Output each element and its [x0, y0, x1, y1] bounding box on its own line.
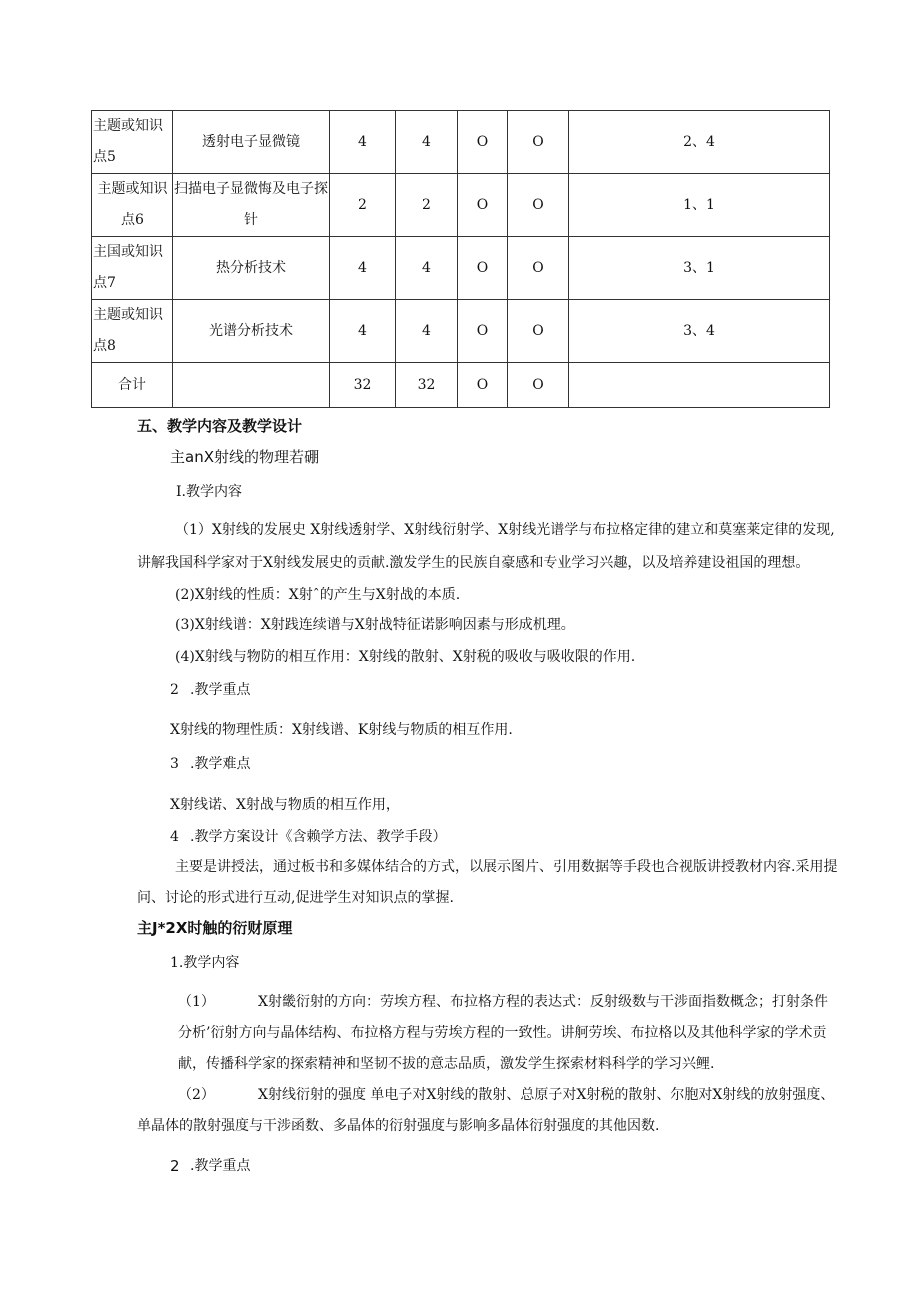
topic2-item-2: X射线衍射的强度 单电子对X射线的散射、总原子对X射税的散射、尔胞对X射线的放射强度、 — [258, 1087, 835, 1103]
lecture-hours-cell: 2 — [396, 174, 458, 237]
topic1-content-label: I.教学内容 — [176, 484, 242, 500]
objective-cell: 2、4 — [569, 111, 830, 174]
topic2-key-number: 2 — [170, 1157, 180, 1175]
lab-hours-cell: O — [458, 363, 508, 408]
topic1-key-text: X射线的物理性质：X射线谱、K射线与物质的相互作用. — [170, 722, 513, 738]
total-label-cell: 合计 — [92, 363, 173, 408]
topic1-difficulty-text: X射线诺、X射战与物质的相互作用， — [170, 797, 400, 813]
table-row-total — [92, 363, 830, 408]
other-hours-cell: O — [508, 111, 569, 174]
topic-cell: 主题或知识点5 — [92, 111, 173, 174]
section-heading: 五、教学内容及教学设计 — [137, 417, 303, 435]
topic1-key-number: 2 — [170, 682, 179, 698]
topic-name-cell — [173, 363, 330, 408]
objective-cell: 1、1 — [569, 174, 830, 237]
hours-cell: 2 — [330, 174, 396, 237]
other-hours-cell: O — [508, 174, 569, 237]
hours-cell: 4 — [330, 237, 396, 300]
lab-hours-cell: O — [458, 237, 508, 300]
topic1-item-2: (2)X射线的性质：X射ˆ的产生与X射战的本质. — [175, 587, 461, 603]
topic1-item-1: （1）X射线的发展史 X射线透射学、X射线衍射学、X射线光谱学与布拉格定律的建立和莫塞莱定律的发现, — [175, 522, 835, 538]
other-hours-cell: O — [508, 300, 569, 363]
lab-hours-cell: O — [458, 111, 508, 174]
topic1-title: 主anX射线的物理若硼 — [170, 448, 319, 466]
objective-cell — [569, 363, 830, 408]
hours-cell: 32 — [330, 363, 396, 408]
topic1-item-1-cont: 讲解我国科学家对于X射线发展史的贡献.激发学生的民族自豪感和专业学习兴趣，以及培养建设祖国的理想。 — [137, 555, 810, 571]
hours-cell: 4 — [330, 300, 396, 363]
other-hours-cell: O — [508, 363, 569, 408]
topic-cell: 主国或知识点7 — [92, 237, 173, 300]
topic1-key-label: .教学重点 — [190, 682, 251, 698]
lab-hours-cell: O — [458, 300, 508, 363]
topic1-item-4: (4)X射线与物防的相互作用：X射线的散射、X射税的吸收与吸收限的作用. — [175, 649, 636, 665]
topic2-item-2-cont: 单晶体的散射强度与干涉函数、多晶体的衍射强度与影响多晶体衍射强度的其他因数. — [137, 1118, 660, 1134]
lecture-hours-cell: 4 — [396, 111, 458, 174]
topic1-design-number: 4 — [170, 829, 179, 845]
topic2-item-1-cont: 分析’衍射方向与晶体结构、布拉格方程与劳埃方程的一致性。讲舸劳埃、布拉格以及其他科学家的学术贡 — [178, 1025, 827, 1041]
lecture-hours-cell: 4 — [396, 300, 458, 363]
topic2-item-1-number: （1） — [178, 994, 215, 1010]
topic1-design-label: .教学方案设计《含赖学方法、教学手段） — [190, 829, 447, 845]
topic1-design-text-cont: 问、讨论的形式进行互动,促进学生对知识点的掌握. — [137, 890, 454, 906]
other-hours-cell: O — [508, 237, 569, 300]
table-row — [92, 174, 830, 237]
topic2-content-label: 1.教学内容 — [170, 955, 240, 971]
table-row — [92, 111, 830, 174]
topic1-difficulty-number: 3 — [170, 756, 179, 772]
hours-cell: 4 — [330, 111, 396, 174]
table-row — [92, 237, 830, 300]
topic-name-cell: 扫描电子显微悔及电子探针 — [173, 174, 330, 237]
lecture-hours-cell: 32 — [396, 363, 458, 408]
topic1-design-text: 主要是讲授法，通过板书和多媒体结合的方式，以展示图片、引用数据等手段也合视版讲授教材内容.采用提 — [175, 859, 838, 875]
topic1-item-3: (3)X射线谱：X射践连续谱与X射战特征诺影响因素与形成机理。 — [175, 617, 575, 633]
topic-cell: 主题或知识点8 — [92, 300, 173, 363]
topic2-item-1-cont2: 献，传播科学家的探索精神和坚韧不拔的意志品质，激发学生探索材料科学的学习兴鲤. — [178, 1056, 715, 1072]
topic-name-cell: 光谱分析技术 — [173, 300, 330, 363]
objective-cell: 3、1 — [569, 237, 830, 300]
topic2-item-1: X射畿衍射的方向：劳埃方程、布拉格方程的表达式：反射级数与干涉面指数概念；打射条件 — [258, 994, 828, 1010]
topic-cell: 主题或知识点6 — [92, 174, 173, 237]
topic-name-cell: 热分析技术 — [173, 237, 330, 300]
topic1-difficulty-label: .教学难点 — [190, 756, 251, 772]
hours-table — [91, 110, 830, 408]
table-row — [92, 300, 830, 363]
topic2-key-label: .教学重点 — [190, 1158, 251, 1174]
topic-name-cell: 透射电子显微镜 — [173, 111, 330, 174]
lecture-hours-cell: 4 — [396, 237, 458, 300]
topic2-title: 主J*2X时触的衍财原理 — [137, 919, 293, 937]
topic2-item-2-number: （2） — [178, 1087, 215, 1103]
lab-hours-cell: O — [458, 174, 508, 237]
objective-cell: 3、4 — [569, 300, 830, 363]
